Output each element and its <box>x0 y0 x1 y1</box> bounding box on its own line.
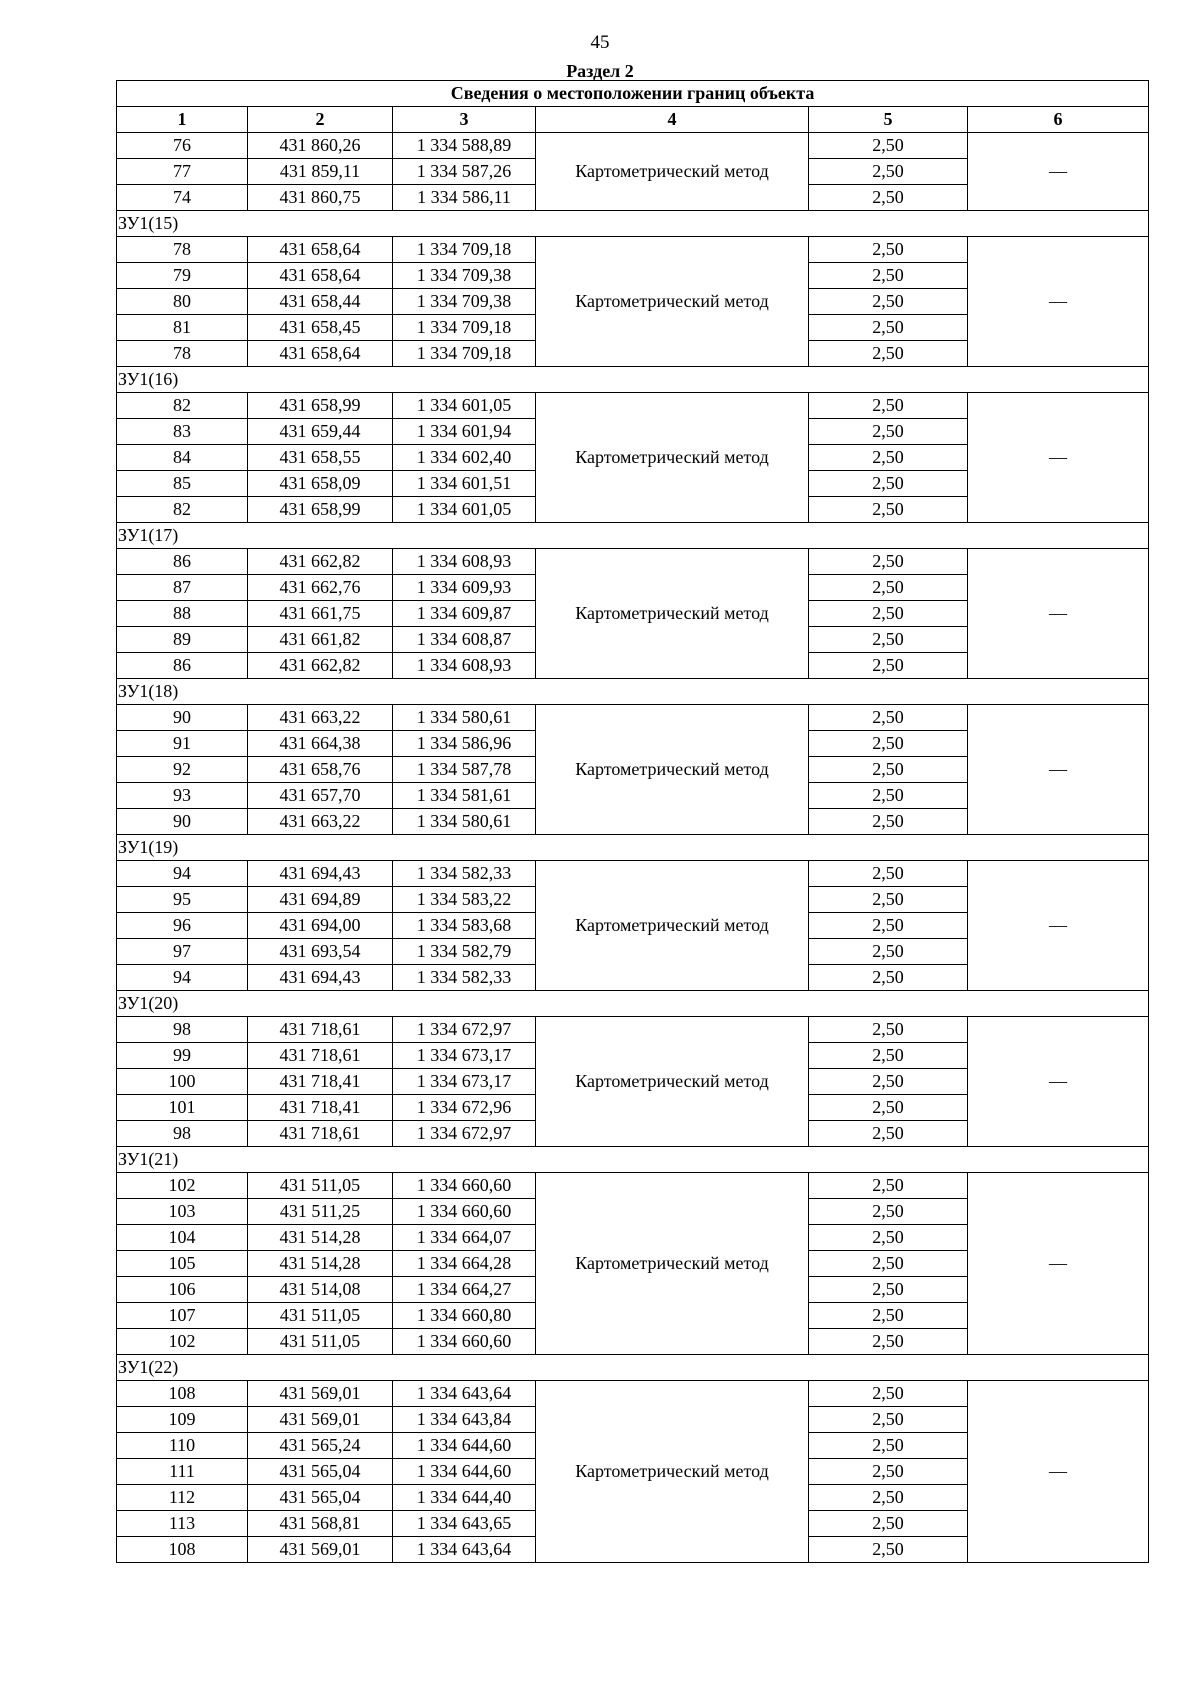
precision-cell: 2,50 <box>809 757 968 783</box>
point-number-cell: 98 <box>117 1121 248 1147</box>
y-coordinate-cell: 1 334 643,64 <box>393 1537 536 1563</box>
column-header: 1 <box>117 107 248 133</box>
precision-cell: 2,50 <box>809 1043 968 1069</box>
x-coordinate-cell: 431 718,41 <box>248 1069 393 1095</box>
y-coordinate-cell: 1 334 672,96 <box>393 1095 536 1121</box>
point-number-cell: 96 <box>117 913 248 939</box>
x-coordinate-cell: 431 718,61 <box>248 1017 393 1043</box>
x-coordinate-cell: 431 659,44 <box>248 419 393 445</box>
column-header-row <box>117 107 1149 133</box>
point-number-cell: 94 <box>117 861 248 887</box>
point-number-cell: 109 <box>117 1407 248 1433</box>
group-label-row <box>117 679 1149 705</box>
group-label: ЗУ1(21) <box>117 1147 1149 1173</box>
precision-cell: 2,50 <box>809 1303 968 1329</box>
y-coordinate-cell: 1 334 582,79 <box>393 939 536 965</box>
column-6-cell: — <box>968 393 1149 523</box>
y-coordinate-cell: 1 334 664,07 <box>393 1225 536 1251</box>
precision-cell: 2,50 <box>809 497 968 523</box>
precision-cell: 2,50 <box>809 705 968 731</box>
y-coordinate-cell: 1 334 673,17 <box>393 1069 536 1095</box>
x-coordinate-cell: 431 694,43 <box>248 861 393 887</box>
precision-cell: 2,50 <box>809 1459 968 1485</box>
y-coordinate-cell: 1 334 586,96 <box>393 731 536 757</box>
point-number-cell: 93 <box>117 783 248 809</box>
point-number-cell: 111 <box>117 1459 248 1485</box>
x-coordinate-cell: 431 694,00 <box>248 913 393 939</box>
precision-cell: 2,50 <box>809 1225 968 1251</box>
y-coordinate-cell: 1 334 664,28 <box>393 1251 536 1277</box>
x-coordinate-cell: 431 662,82 <box>248 549 393 575</box>
precision-cell: 2,50 <box>809 1511 968 1537</box>
x-coordinate-cell: 431 694,89 <box>248 887 393 913</box>
x-coordinate-cell: 431 569,01 <box>248 1381 393 1407</box>
section-title: Раздел 2 <box>566 61 634 81</box>
method-cell: Картометрический метод <box>536 1017 809 1147</box>
column-header: 3 <box>393 107 536 133</box>
precision-cell: 2,50 <box>809 575 968 601</box>
precision-cell: 2,50 <box>809 263 968 289</box>
precision-cell: 2,50 <box>809 965 968 991</box>
y-coordinate-cell: 1 334 673,17 <box>393 1043 536 1069</box>
point-number-cell: 103 <box>117 1199 248 1225</box>
precision-cell: 2,50 <box>809 393 968 419</box>
point-number-cell: 92 <box>117 757 248 783</box>
group-label-row <box>117 523 1149 549</box>
group-label: ЗУ1(18) <box>117 679 1149 705</box>
group-label-row <box>117 991 1149 1017</box>
y-coordinate-cell: 1 334 644,60 <box>393 1433 536 1459</box>
precision-cell: 2,50 <box>809 159 968 185</box>
x-coordinate-cell: 431 658,76 <box>248 757 393 783</box>
table-row <box>117 133 1149 159</box>
point-number-cell: 107 <box>117 1303 248 1329</box>
x-coordinate-cell: 431 860,26 <box>248 133 393 159</box>
y-coordinate-cell: 1 334 643,84 <box>393 1407 536 1433</box>
x-coordinate-cell: 431 658,64 <box>248 237 393 263</box>
x-coordinate-cell: 431 658,44 <box>248 289 393 315</box>
column-header: 4 <box>536 107 809 133</box>
y-coordinate-cell: 1 334 582,33 <box>393 965 536 991</box>
point-number-cell: 79 <box>117 263 248 289</box>
precision-cell: 2,50 <box>809 315 968 341</box>
precision-cell: 2,50 <box>809 1251 968 1277</box>
y-coordinate-cell: 1 334 580,61 <box>393 809 536 835</box>
column-6-cell: — <box>968 133 1149 211</box>
y-coordinate-cell: 1 334 672,97 <box>393 1017 536 1043</box>
precision-cell: 2,50 <box>809 419 968 445</box>
point-number-cell: 90 <box>117 809 248 835</box>
point-number-cell: 82 <box>117 497 248 523</box>
y-coordinate-cell: 1 334 664,27 <box>393 1277 536 1303</box>
precision-cell: 2,50 <box>809 133 968 159</box>
precision-cell: 2,50 <box>809 1173 968 1199</box>
precision-cell: 2,50 <box>809 731 968 757</box>
x-coordinate-cell: 431 568,81 <box>248 1511 393 1537</box>
y-coordinate-cell: 1 334 660,60 <box>393 1199 536 1225</box>
precision-cell: 2,50 <box>809 1069 968 1095</box>
precision-cell: 2,50 <box>809 1199 968 1225</box>
point-number-cell: 91 <box>117 731 248 757</box>
table-row <box>117 1381 1149 1407</box>
y-coordinate-cell: 1 334 709,18 <box>393 237 536 263</box>
group-label: ЗУ1(19) <box>117 835 1149 861</box>
y-coordinate-cell: 1 334 609,87 <box>393 601 536 627</box>
x-coordinate-cell: 431 658,99 <box>248 497 393 523</box>
point-number-cell: 86 <box>117 653 248 679</box>
x-coordinate-cell: 431 569,01 <box>248 1537 393 1563</box>
method-cell: Картометрический метод <box>536 1173 809 1355</box>
method-cell: Картометрический метод <box>536 393 809 523</box>
table-row <box>117 549 1149 575</box>
x-coordinate-cell: 431 514,08 <box>248 1277 393 1303</box>
x-coordinate-cell: 431 663,22 <box>248 809 393 835</box>
x-coordinate-cell: 431 718,61 <box>248 1121 393 1147</box>
precision-cell: 2,50 <box>809 1433 968 1459</box>
point-number-cell: 108 <box>117 1537 248 1563</box>
y-coordinate-cell: 1 334 608,93 <box>393 653 536 679</box>
method-cell: Картометрический метод <box>536 133 809 211</box>
precision-cell: 2,50 <box>809 1407 968 1433</box>
x-coordinate-cell: 431 663,22 <box>248 705 393 731</box>
y-coordinate-cell: 1 334 660,80 <box>393 1303 536 1329</box>
point-number-cell: 98 <box>117 1017 248 1043</box>
precision-cell: 2,50 <box>809 913 968 939</box>
point-number-cell: 102 <box>117 1173 248 1199</box>
x-coordinate-cell: 431 511,05 <box>248 1173 393 1199</box>
column-header: 5 <box>809 107 968 133</box>
y-coordinate-cell: 1 334 602,40 <box>393 445 536 471</box>
group-label-row <box>117 1147 1149 1173</box>
precision-cell: 2,50 <box>809 185 968 211</box>
point-number-cell: 82 <box>117 393 248 419</box>
table-caption: Сведения о местоположении границ объекта <box>117 81 1149 107</box>
y-coordinate-cell: 1 334 601,05 <box>393 393 536 419</box>
precision-cell: 2,50 <box>809 1329 968 1355</box>
y-coordinate-cell: 1 334 644,60 <box>393 1459 536 1485</box>
table-row <box>117 705 1149 731</box>
column-6-cell: — <box>968 1017 1149 1147</box>
x-coordinate-cell: 431 565,04 <box>248 1459 393 1485</box>
x-coordinate-cell: 431 664,38 <box>248 731 393 757</box>
precision-cell: 2,50 <box>809 861 968 887</box>
point-number-cell: 108 <box>117 1381 248 1407</box>
x-coordinate-cell: 431 658,09 <box>248 471 393 497</box>
precision-cell: 2,50 <box>809 809 968 835</box>
precision-cell: 2,50 <box>809 1121 968 1147</box>
precision-cell: 2,50 <box>809 471 968 497</box>
method-cell: Картометрический метод <box>536 1381 809 1563</box>
group-label-row <box>117 1355 1149 1381</box>
y-coordinate-cell: 1 334 643,64 <box>393 1381 536 1407</box>
table-row <box>117 861 1149 887</box>
y-coordinate-cell: 1 334 581,61 <box>393 783 536 809</box>
precision-cell: 2,50 <box>809 939 968 965</box>
precision-cell: 2,50 <box>809 653 968 679</box>
column-header: 6 <box>968 107 1149 133</box>
point-number-cell: 74 <box>117 185 248 211</box>
y-coordinate-cell: 1 334 582,33 <box>393 861 536 887</box>
point-number-cell: 105 <box>117 1251 248 1277</box>
x-coordinate-cell: 431 514,28 <box>248 1251 393 1277</box>
method-cell: Картометрический метод <box>536 549 809 679</box>
group-label-row <box>117 211 1149 237</box>
page-number: 45 <box>590 32 610 53</box>
y-coordinate-cell: 1 334 601,51 <box>393 471 536 497</box>
column-6-cell: — <box>968 861 1149 991</box>
group-label: ЗУ1(16) <box>117 367 1149 393</box>
x-coordinate-cell: 431 718,41 <box>248 1095 393 1121</box>
y-coordinate-cell: 1 334 583,68 <box>393 913 536 939</box>
x-coordinate-cell: 431 658,55 <box>248 445 393 471</box>
point-number-cell: 77 <box>117 159 248 185</box>
column-6-cell: — <box>968 1173 1149 1355</box>
precision-cell: 2,50 <box>809 289 968 315</box>
x-coordinate-cell: 431 662,82 <box>248 653 393 679</box>
group-label-row <box>117 367 1149 393</box>
y-coordinate-cell: 1 334 644,40 <box>393 1485 536 1511</box>
x-coordinate-cell: 431 661,75 <box>248 601 393 627</box>
y-coordinate-cell: 1 334 587,78 <box>393 757 536 783</box>
precision-cell: 2,50 <box>809 1485 968 1511</box>
point-number-cell: 99 <box>117 1043 248 1069</box>
point-number-cell: 104 <box>117 1225 248 1251</box>
precision-cell: 2,50 <box>809 237 968 263</box>
x-coordinate-cell: 431 658,99 <box>248 393 393 419</box>
x-coordinate-cell: 431 859,11 <box>248 159 393 185</box>
column-6-cell: — <box>968 1381 1149 1563</box>
y-coordinate-cell: 1 334 660,60 <box>393 1173 536 1199</box>
x-coordinate-cell: 431 565,04 <box>248 1485 393 1511</box>
precision-cell: 2,50 <box>809 1537 968 1563</box>
point-number-cell: 78 <box>117 237 248 263</box>
x-coordinate-cell: 431 694,43 <box>248 965 393 991</box>
y-coordinate-cell: 1 334 609,93 <box>393 575 536 601</box>
column-6-cell: — <box>968 549 1149 679</box>
point-number-cell: 113 <box>117 1511 248 1537</box>
point-number-cell: 89 <box>117 627 248 653</box>
point-number-cell: 78 <box>117 341 248 367</box>
precision-cell: 2,50 <box>809 341 968 367</box>
point-number-cell: 97 <box>117 939 248 965</box>
x-coordinate-cell: 431 658,64 <box>248 263 393 289</box>
x-coordinate-cell: 431 718,61 <box>248 1043 393 1069</box>
precision-cell: 2,50 <box>809 783 968 809</box>
precision-cell: 2,50 <box>809 1017 968 1043</box>
y-coordinate-cell: 1 334 608,93 <box>393 549 536 575</box>
method-cell: Картометрический метод <box>536 861 809 991</box>
x-coordinate-cell: 431 657,70 <box>248 783 393 809</box>
table-caption-row <box>117 81 1149 107</box>
x-coordinate-cell: 431 693,54 <box>248 939 393 965</box>
point-number-cell: 80 <box>117 289 248 315</box>
table-row <box>117 393 1149 419</box>
y-coordinate-cell: 1 334 672,97 <box>393 1121 536 1147</box>
point-number-cell: 83 <box>117 419 248 445</box>
point-number-cell: 87 <box>117 575 248 601</box>
x-coordinate-cell: 431 661,82 <box>248 627 393 653</box>
point-number-cell: 106 <box>117 1277 248 1303</box>
x-coordinate-cell: 431 514,28 <box>248 1225 393 1251</box>
column-6-cell: — <box>968 705 1149 835</box>
x-coordinate-cell: 431 511,05 <box>248 1303 393 1329</box>
point-number-cell: 112 <box>117 1485 248 1511</box>
column-header: 2 <box>248 107 393 133</box>
point-number-cell: 100 <box>117 1069 248 1095</box>
point-number-cell: 102 <box>117 1329 248 1355</box>
x-coordinate-cell: 431 658,45 <box>248 315 393 341</box>
precision-cell: 2,50 <box>809 445 968 471</box>
method-cell: Картометрический метод <box>536 237 809 367</box>
precision-cell: 2,50 <box>809 887 968 913</box>
y-coordinate-cell: 1 334 588,89 <box>393 133 536 159</box>
y-coordinate-cell: 1 334 643,65 <box>393 1511 536 1537</box>
precision-cell: 2,50 <box>809 1095 968 1121</box>
y-coordinate-cell: 1 334 709,18 <box>393 341 536 367</box>
point-number-cell: 84 <box>117 445 248 471</box>
y-coordinate-cell: 1 334 580,61 <box>393 705 536 731</box>
precision-cell: 2,50 <box>809 1381 968 1407</box>
y-coordinate-cell: 1 334 601,05 <box>393 497 536 523</box>
table-row <box>117 1017 1149 1043</box>
column-6-cell: — <box>968 237 1149 367</box>
y-coordinate-cell: 1 334 709,18 <box>393 315 536 341</box>
y-coordinate-cell: 1 334 601,94 <box>393 419 536 445</box>
precision-cell: 2,50 <box>809 601 968 627</box>
point-number-cell: 94 <box>117 965 248 991</box>
y-coordinate-cell: 1 334 583,22 <box>393 887 536 913</box>
precision-cell: 2,50 <box>809 1277 968 1303</box>
x-coordinate-cell: 431 860,75 <box>248 185 393 211</box>
y-coordinate-cell: 1 334 586,11 <box>393 185 536 211</box>
y-coordinate-cell: 1 334 709,38 <box>393 289 536 315</box>
x-coordinate-cell: 431 569,01 <box>248 1407 393 1433</box>
group-label: ЗУ1(15) <box>117 211 1149 237</box>
table-row <box>117 1173 1149 1199</box>
y-coordinate-cell: 1 334 608,87 <box>393 627 536 653</box>
point-number-cell: 95 <box>117 887 248 913</box>
y-coordinate-cell: 1 334 587,26 <box>393 159 536 185</box>
point-number-cell: 110 <box>117 1433 248 1459</box>
x-coordinate-cell: 431 565,24 <box>248 1433 393 1459</box>
y-coordinate-cell: 1 334 660,60 <box>393 1329 536 1355</box>
point-number-cell: 88 <box>117 601 248 627</box>
y-coordinate-cell: 1 334 709,38 <box>393 263 536 289</box>
group-label: ЗУ1(20) <box>117 991 1149 1017</box>
x-coordinate-cell: 431 662,76 <box>248 575 393 601</box>
precision-cell: 2,50 <box>809 549 968 575</box>
point-number-cell: 76 <box>117 133 248 159</box>
point-number-cell: 90 <box>117 705 248 731</box>
group-label: ЗУ1(17) <box>117 523 1149 549</box>
point-number-cell: 86 <box>117 549 248 575</box>
x-coordinate-cell: 431 658,64 <box>248 341 393 367</box>
point-number-cell: 85 <box>117 471 248 497</box>
point-number-cell: 81 <box>117 315 248 341</box>
method-cell: Картометрический метод <box>536 705 809 835</box>
x-coordinate-cell: 431 511,25 <box>248 1199 393 1225</box>
boundary-coordinates-table <box>116 80 1149 1563</box>
group-label: ЗУ1(22) <box>117 1355 1149 1381</box>
group-label-row <box>117 835 1149 861</box>
point-number-cell: 101 <box>117 1095 248 1121</box>
x-coordinate-cell: 431 511,05 <box>248 1329 393 1355</box>
table-row <box>117 237 1149 263</box>
precision-cell: 2,50 <box>809 627 968 653</box>
